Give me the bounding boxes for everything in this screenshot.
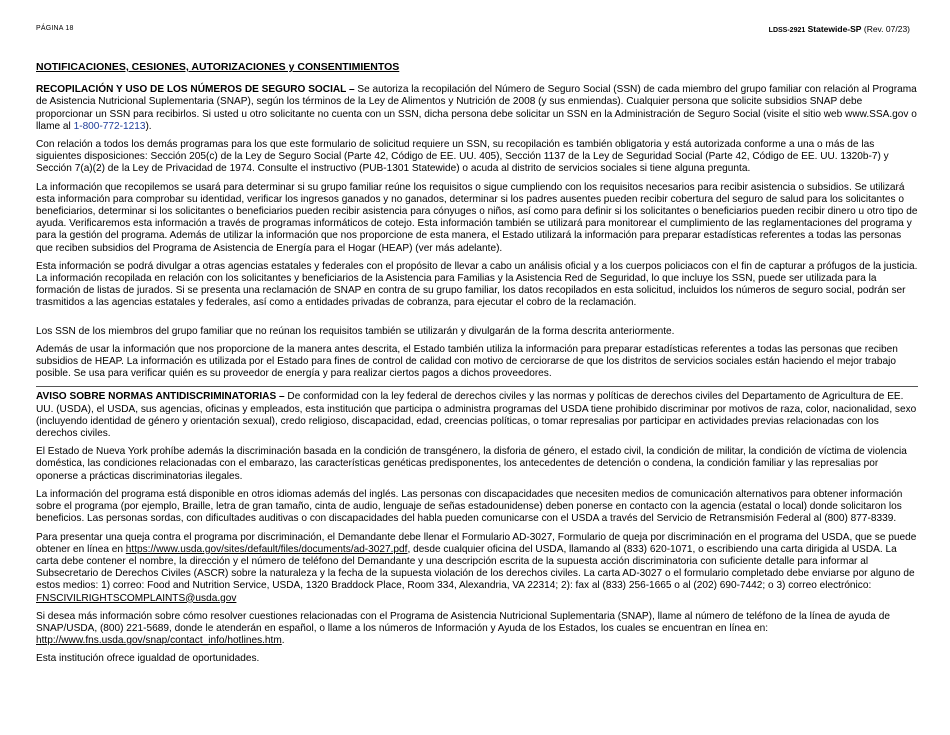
form-version: Statewide-SP [807, 24, 862, 34]
section-title: NOTIFICACIONES, CESIONES, AUTORIZACIONES y CONSENTIMIENTOS [36, 61, 400, 73]
complaint-text-2: , desde cualquier oficina del USDA, llamando al (833) 620-1071, o escribiendo una carta dirigida al USDA. La carta debe contener el nombre, la dirección y el número de teléfono del Demandante y una descripción escrita de la supuesta acción discriminatoria con suficiente detalle para informar al Subsecretario de Derechos Civiles (ASCR) sobre la naturaleza y la fecha de la supuesta violación de los derechos civiles. La carta AD-3027 o el formulario completado debe enviarse por alguno de estos medios: 1) correo: Food and Nutrition Service, USDA, 1320 Braddock Place, Room 334, Alexandria, VA 22314; 2): fax al (833) 256-1665 o al (202) 690-7442; o 3) correo electrónico: [36, 543, 915, 592]
ad-3027-form-link[interactable]: https://www.usda.gov/sites/default/files/documents/ad-3027.pdf [125, 543, 408, 555]
ssa-phone-number: 1-800-772-1213 [73, 120, 146, 132]
complaint-text-1: Para presentar una queja contra el programa por discriminación, el Demandante debe llenar el Formulario AD-3027, Formulario de queja por discriminación en el programa del USDA, que se puede obtener en línea en [36, 531, 917, 555]
paragraph-heap-statistics: Además de usar la información que nos proporcione de la manera antes descrita, el Estado también utiliza la información para preparar estadísticas referentes a todas las personas que reciben subsidios de HEAP. La información es utilizada por el Estado para fines de control de calidad con motivo de cerciorarse de que los distritos de servicios sociales están haciendo el mejor trabajo posible. Se usa para verificar quién es su proveedor de energía y para realizar ciertos pagos a dichos proveedores. [36, 343, 898, 380]
ssn-text: Se autoriza la recopilación del Número de Seguro Social (SSN) de cada miembro del grupo familiar con relación al Programa de Asistencia Nutricional Suplementaria (SNAP), según los términos de la Ley de Alimentos y Nutrición de 2008 (y sus enmiendas). Cualquier persona que solicite subsidios SNAP debe proporcionar un SSN para recibirlos. Si usted u otro solicitante no cuenta con un SSN, dicha persona debe solicitar un SSN en la Administración de Seguro Social (visite el sitio web www.SSA.gov o llame al [36, 84, 917, 132]
ssn-tail: ). [145, 120, 152, 132]
paragraph-ineligible-ssn: Los SSN de los miembros del grupo familiar que no reúnan los requisitos también se utilizarán y divulgarán de la forma descrita anteriormente. [36, 325, 675, 337]
civil-rights-email-link[interactable]: FNSCIVILRIGHTSCOMPLAINTS@usda.gov [36, 592, 237, 604]
section-divider [36, 386, 918, 387]
paragraph-ssn-authority: Con relación a todos los demás programas para los que este formulario de solicitud requiere un SSN, su recopilación es también obligatoria y está autorizada conforme a una o más de las siguientes disposiciones: Sección 205(c) de la Ley de Seguro Social (Parte 42, Código de EE. UU. 405), Sección 1137 de la Ley de Seguridad Social (Parte 42, Código de EE. UU. 1320b-7) y Sección 7(a)(2) de la Ley de Privacidad de 1974. Consulte el instructivo (PUB-1301 Statewide) o acuda al distrito de servicios sociales si tiene alguna pregunta. [36, 139, 889, 175]
form-code: LDSS-2921 [768, 27, 806, 34]
hotlines-link[interactable]: http://www.fns.usda.gov/snap/contact_info/hotlines.htm [36, 635, 282, 647]
form-revision: (Rev. 07/23) [863, 24, 910, 34]
paragraph-alternative-communication: La información del programa está disponible en otros idiomas además del inglés. Las personas con discapacidades que necesiten medios de comunicación alternativos para obtener información sobre el programa (por ejemplo, Braille, letra de gran tamaño, cinta de audio, lenguaje de señas estadounidense) deben ponerse en contacto con la agencia (estatal o local) donde solicitaron los beneficios. Las personas sordas, con dificultades auditivas o con discapacidades del habla pueden comunicarse con el USDA a través del Servicio de Retransmisión Federal al (800) 877-8339. [36, 488, 903, 525]
nondiscrimination-text: De conformidad con la ley federal de derechos civiles y las normas y políticas de derechos civiles del Departamento de Agricultura de EE. UU. (USDA), el USDA, sus agencias, oficinas y empleados, esta institución que participa o administra programas del USDA tiene prohibido discriminar por motivos de raza, color, nacionalidad, sexo (incluyendo identidad de género y orientación sexual), credo religioso, discapacidad, edad, creencias políticas, o tomar represalias por participar en actividades previas relacionadas con los derechos civiles. [36, 391, 917, 440]
complaint-paragraph [36, 532, 918, 605]
nondiscrimination-heading: AVISO SOBRE NORMAS ANTIDISCRIMINATORIAS – [36, 391, 285, 403]
spacer [36, 316, 918, 326]
snap-info-tail: . [281, 635, 285, 647]
paragraph-disclosure: Esta información se podrá divulgar a otras agencias estatales y federales con el propósito de llevar a cabo un análisis oficial y a los cuerpos policiacos con el fin de capturar a prófugos de la justicia. La información recopilada en relación con los solicitantes y beneficiarios de la Asistencia para Familias y la Asistencia Red de Seguridad, lo que incluye los SSN, puede ser utilizada para la formación de listas de jurados. Si se presenta una reclamación de SNAP en contra de su grupo familiar, los datos recopilados en esta solicitud, incluidos los números de seguro social, podrán ser trasmitidos a las agencias estatales y federales, así como a entidades privadas de cobranza, para ejecutar el cobro de la reclamación. [36, 260, 918, 309]
snap-info-text: Si desea más información sobre cómo resolver cuestiones relacionadas con el Programa de Asistencia Nutricional Suplementaria (SNAP), llame al número de teléfono de la línea de ayuda de SNAP/USDA, (800) 221-5689, donde le atenderán en español, o llame a los números de Información y Ayuda de los Estados, los cuales se encuentran en línea en: [36, 610, 890, 634]
equal-opportunity-statement: Esta institución ofrece igualdad de oportunidades. [36, 653, 260, 665]
form-identifier [769, 24, 910, 34]
paragraph-nys-protections: El Estado de Nueva York prohíbe además la discriminación basada en la condición de transgénero, la disforia de género, el estado civil, la condición de militar, la condición de víctima de violencia doméstica, las condiciones relacionadas con el embarazo, las características genéticas predisponentes, los antecedentes de detención o condena, la condición familiar y las represalias por oponerse a prácticas discriminatorias ilegales. [36, 446, 907, 482]
document-body [36, 61, 918, 672]
page-number: PÁGINA 18 [36, 25, 74, 32]
nondiscrimination-paragraph [36, 391, 918, 440]
ssn-paragraph [36, 84, 918, 133]
ssn-heading: RECOPILACIÓN Y USO DE LOS NÚMEROS DE SEGURO SOCIAL – [36, 84, 355, 96]
snap-info-paragraph [36, 611, 918, 648]
paragraph-information-use: La información que recopilemos se usará para determinar si su grupo familiar reúne los requisitos o sigue cumpliendo con los requisitos necesarios para recibir asistencia o subsidios. Se utilizará esta información para comprobar su identidad, verificar los ingresos ganados y no ganados, determinar si los padres ausentes pueden recibir cobertura del seguro de salud para los solicitantes o beneficiarios, determinar si los solicitantes o beneficiarios pueden recibir asistencia para cónyuges o niños, así como para definir si los solicitantes o beneficiarios pueden recibir dinero u otro tipo de ayuda. Verificaremos esta información a través de programas informáticos de cotejo. Esta información también se utilizará para monitorear el cumplimiento de las reglamentaciones del programa y para la gestión del programa. Además de utilizar la información que nos proporcione de esta manera, el Estado utilizará la información para preparar estadísticas referentes a todas las personas que reciben subsidios del Programa de Asistencia de Energía para el Hogar (HEAP) (ver más adelante). [36, 181, 918, 254]
